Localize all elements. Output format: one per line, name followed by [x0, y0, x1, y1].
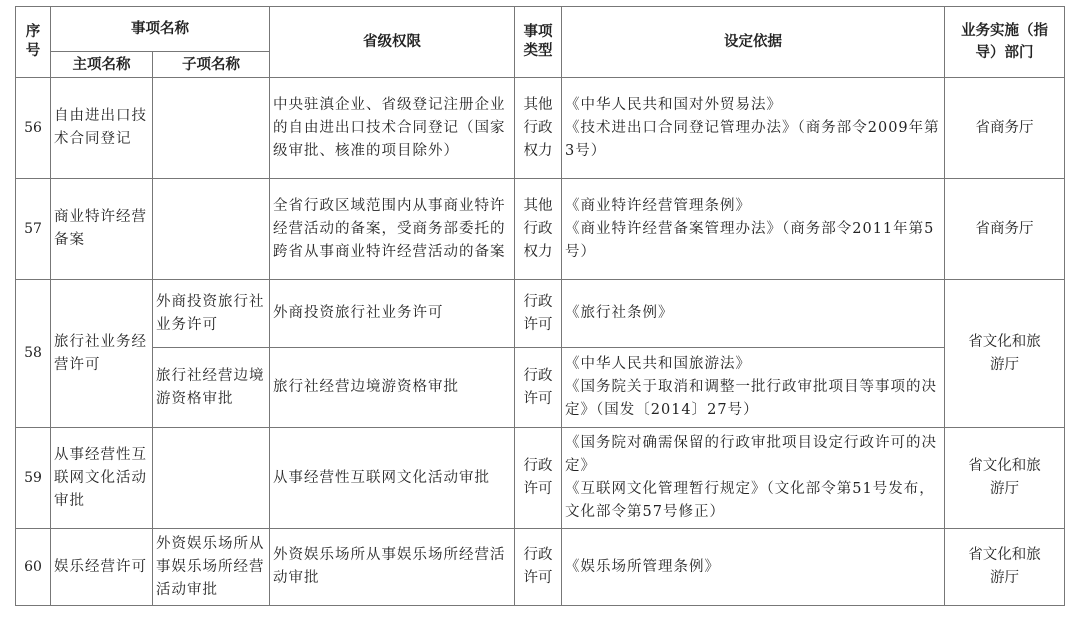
row-basis: [562, 428, 945, 529]
row-authority: 外商投资旅行社业务许可: [270, 280, 515, 348]
header-sub-item: 子项名称: [153, 52, 270, 78]
header-type: 事项类型: [515, 7, 562, 78]
row-type: 行政许可: [515, 280, 562, 348]
row-basis: [562, 280, 945, 348]
header-seq: 序号: [16, 7, 51, 78]
row-dept: 省文化和旅游厅: [945, 280, 1065, 428]
row-dept: 省文化和旅游厅: [945, 529, 1065, 606]
basis-line: 《国务院关于取消和调整一批行政审批项目等事项的决定》（国发〔2014〕27号）: [565, 379, 937, 418]
row-seq: 56: [16, 78, 51, 179]
row-basis: [562, 78, 945, 179]
row-dept: 省商务厅: [945, 78, 1065, 179]
basis-line: 《旅行社条例》: [565, 305, 674, 321]
row-sub-item: [153, 78, 270, 179]
basis-line: 《国务院对确需保留的行政审批项目设定行政许可的决定》: [565, 435, 937, 474]
table-row: [16, 428, 1065, 529]
row-type: 行政许可: [515, 529, 562, 606]
table-row: [16, 529, 1065, 606]
table-row: [16, 179, 1065, 280]
header-item-name: 事项名称: [51, 7, 270, 52]
table-row: [16, 280, 1065, 348]
row-seq: 58: [16, 280, 51, 428]
row-seq: 59: [16, 428, 51, 529]
row-basis: [562, 348, 945, 428]
row-main-item: 自由进出口技术合同登记: [51, 78, 153, 179]
row-main-item: 旅行社业务经营许可: [51, 280, 153, 428]
row-authority: 从事经营性互联网文化活动审批: [270, 428, 515, 529]
row-type: 其他行政权力: [515, 78, 562, 179]
basis-line: 《商业特许经营备案管理办法》（商务部令2011年第5号）: [565, 220, 935, 260]
header-basis: 设定依据: [562, 7, 945, 78]
row-authority: 中央驻滇企业、省级登记注册企业的自由进出口技术合同登记（国家级审批、核准的项目除外）: [270, 78, 515, 179]
row-type: 其他行政权力: [515, 179, 562, 280]
row-authority: 全省行政区域范围内从事商业特许经营活动的备案，受商务部委托的跨省从事商业特许经营活动的备案: [270, 179, 515, 280]
basis-line: 《商业特许经营管理条例》: [565, 197, 751, 214]
row-seq: 60: [16, 529, 51, 606]
row-type: 行政许可: [515, 428, 562, 529]
row-dept: 省商务厅: [945, 179, 1065, 280]
basis-line: 《中华人民共和国旅游法》: [565, 356, 751, 372]
permission-table: [15, 6, 1065, 606]
basis-line: 《中华人民共和国对外贸易法》: [565, 96, 782, 113]
row-basis: [562, 179, 945, 280]
row-sub-item: [153, 179, 270, 280]
header-main-item: 主项名称: [51, 52, 153, 78]
row-main-item: 娱乐经营许可: [51, 529, 153, 606]
row-sub-item: 外商投资旅行社业务许可: [153, 280, 270, 348]
table-header: [16, 7, 1065, 78]
header-authority: 省级权限: [270, 7, 515, 78]
row-type: 行政许可: [515, 348, 562, 428]
row-sub-item: 旅行社经营边境游资格审批: [153, 348, 270, 428]
row-basis: [562, 529, 945, 606]
basis-line: 《互联网文化管理暂行规定》（文化部令第51号发布，文化部令第57号修正）: [565, 481, 935, 520]
table-row: [16, 78, 1065, 179]
row-sub-item: 外资娱乐场所从事娱乐场所经营活动审批: [153, 529, 270, 606]
row-sub-item: [153, 428, 270, 529]
table-body: [16, 78, 1065, 606]
basis-line: 《技术进出口合同登记管理办法》（商务部令2009年第3号）: [565, 119, 940, 159]
row-dept: 省文化和旅游厅: [945, 428, 1065, 529]
table-row: [16, 348, 1065, 428]
header-dept: 业务实施（指导）部门: [945, 7, 1065, 78]
row-authority: 外资娱乐场所从事娱乐场所经营活动审批: [270, 529, 515, 606]
row-main-item: 从事经营性互联网文化活动审批: [51, 428, 153, 529]
row-authority: 旅行社经营边境游资格审批: [270, 348, 515, 428]
row-seq: 57: [16, 179, 51, 280]
basis-line: 《娱乐场所管理条例》: [565, 558, 720, 575]
row-main-item: 商业特许经营备案: [51, 179, 153, 280]
